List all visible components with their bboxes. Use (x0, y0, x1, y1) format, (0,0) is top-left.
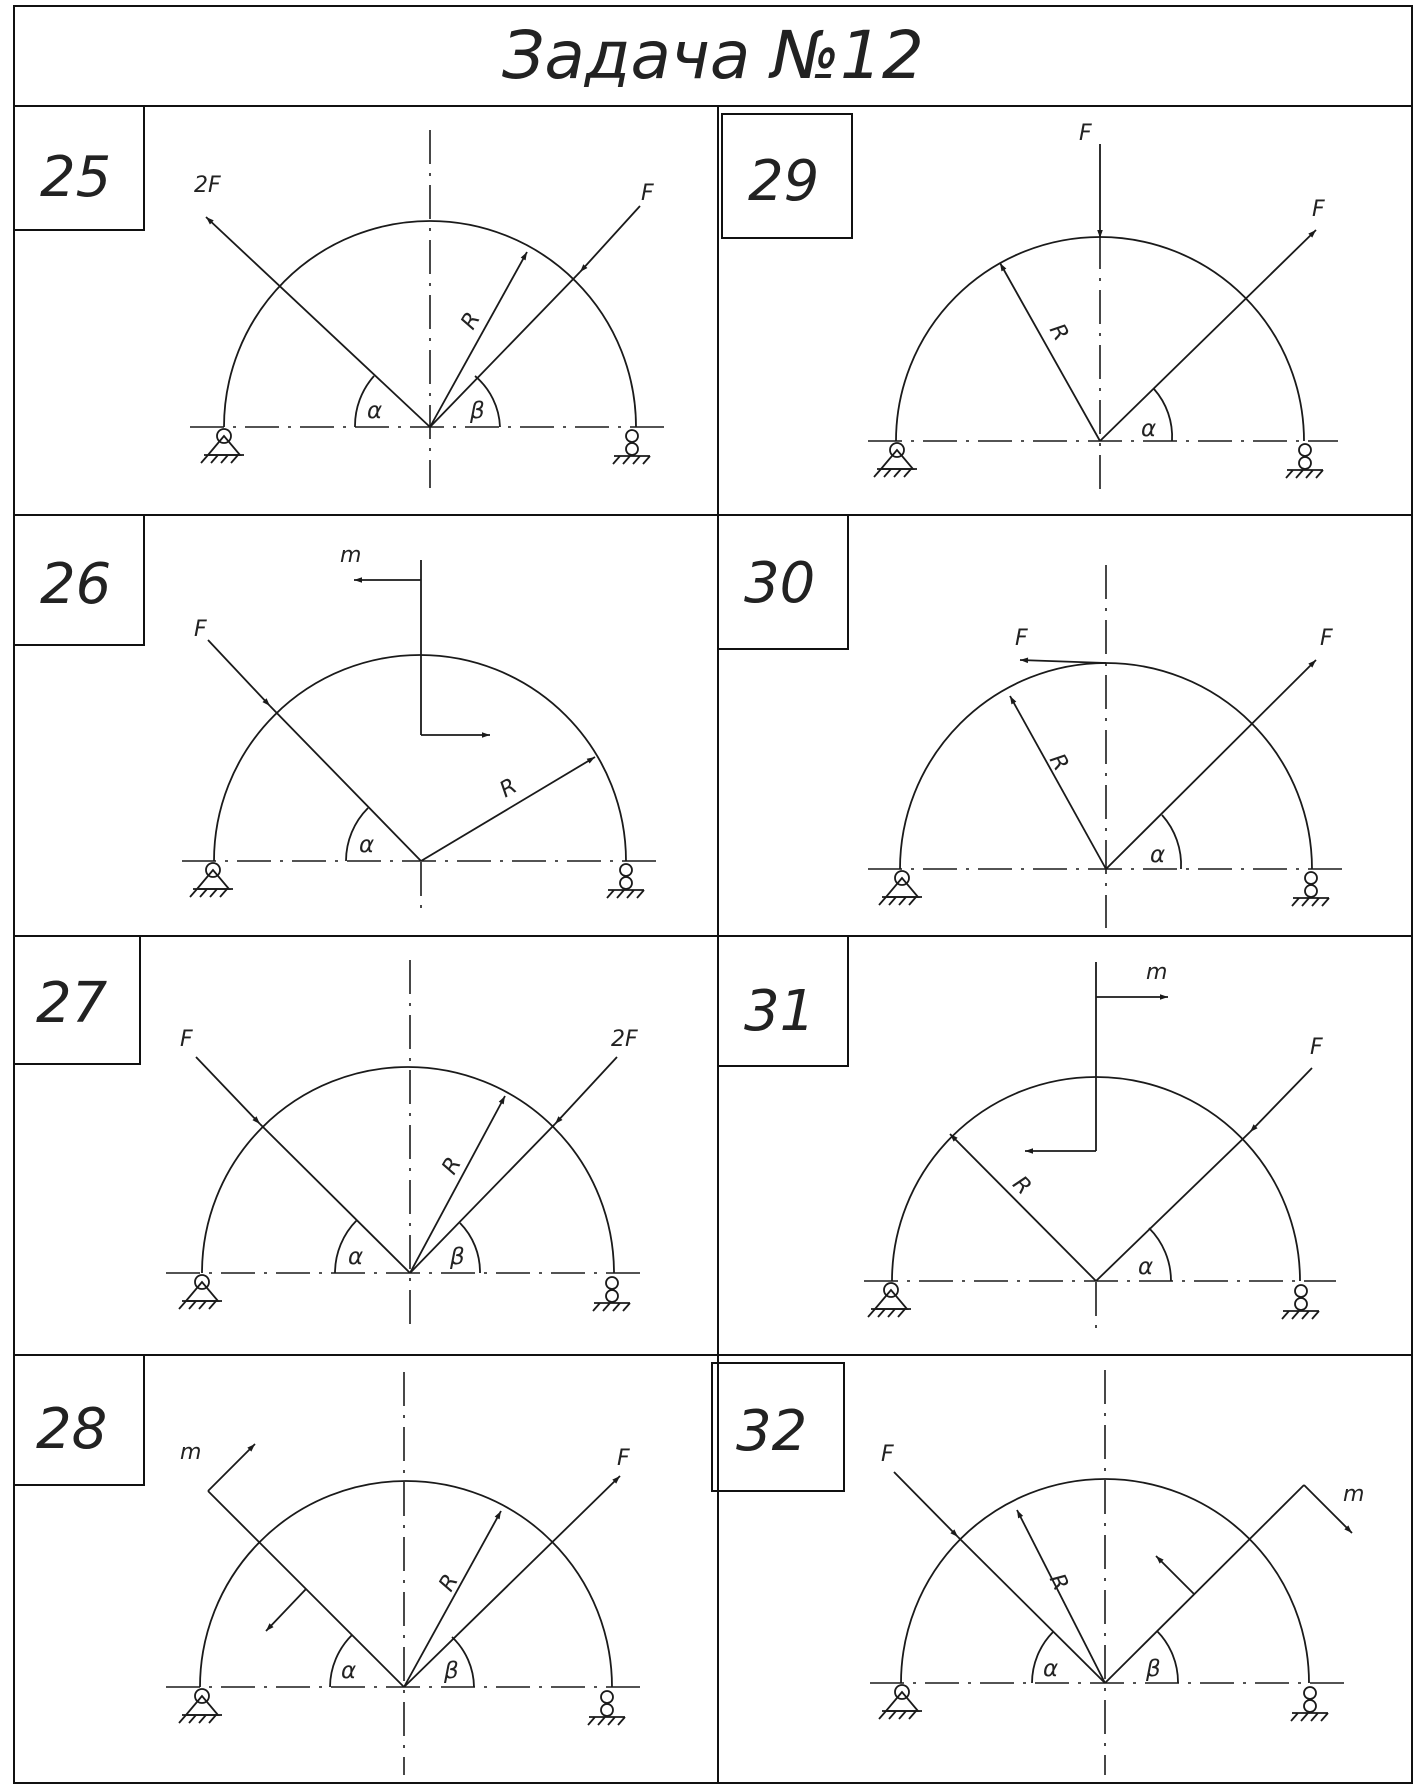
semicircle-arch (202, 1067, 614, 1273)
pinned-support (201, 429, 244, 463)
panel-number: 25 (40, 145, 112, 210)
force-label-f: F (617, 1446, 630, 1471)
angle-label-beta: β (470, 398, 485, 424)
force-label-top: F (1015, 626, 1028, 651)
sheet-frame (14, 6, 1412, 1783)
force-label-f: F (881, 1442, 894, 1467)
panel-32 (712, 1363, 1364, 1775)
radius-arrow (421, 757, 595, 861)
force-label-f: F (194, 617, 207, 642)
panel-31 (718, 936, 1336, 1335)
pinned-support (868, 1283, 911, 1317)
angle-label-alpha: α (341, 1658, 357, 1684)
angle-label-alpha: α (348, 1244, 364, 1270)
roller-support (1286, 444, 1323, 478)
force-label-top: F (1079, 121, 1092, 146)
panel-30 (718, 515, 1346, 928)
force-f-arrow (580, 206, 640, 272)
force-f-arrow (1250, 1068, 1312, 1132)
force-f-arrow (894, 1472, 958, 1537)
force-label-f: F (641, 181, 654, 206)
force-2f-arrow (555, 1057, 617, 1124)
radius-label: R (437, 1153, 467, 1179)
roller-support (613, 430, 650, 464)
force-label-f: F (1320, 626, 1333, 651)
angle-label-beta: β (450, 1244, 465, 1270)
panel-number: 26 (40, 552, 112, 617)
moment-couple (1105, 1485, 1352, 1683)
radius-label: R (1043, 1569, 1074, 1595)
moment-couple (208, 1444, 404, 1687)
radius-label: R (456, 308, 486, 334)
pinned-support (879, 871, 922, 905)
force-top-arrow (1020, 660, 1106, 663)
panel-number: 28 (36, 1397, 108, 1462)
radius-label: R (434, 1570, 464, 1596)
angle-label-beta: β (444, 1658, 459, 1684)
angle-label-alpha: α (367, 398, 383, 424)
panel-25 (14, 106, 668, 488)
moment-couple (354, 560, 490, 735)
angle-label-beta: β (1146, 1656, 1161, 1682)
moment-label: m (340, 543, 362, 568)
pinned-support (179, 1275, 222, 1309)
force-2f-arrow (206, 217, 430, 427)
moment-label: m (1146, 960, 1168, 985)
angle-label-alpha: α (1043, 1656, 1059, 1682)
semicircle-arch (200, 1481, 612, 1687)
angle-label-alpha: α (359, 832, 375, 858)
roller-support (1292, 872, 1329, 906)
force-label-f: F (1310, 1035, 1323, 1060)
force-label-2f: 2F (611, 1027, 638, 1052)
moment-label: m (180, 1440, 202, 1465)
panel-number: 27 (36, 971, 108, 1036)
force-f-arrow (196, 1057, 260, 1124)
force-label-2f: 2F (194, 173, 221, 198)
radius-label: R (1043, 749, 1074, 776)
radius-label: R (495, 773, 522, 804)
panel-number: 30 (744, 551, 816, 616)
panel-number: 31 (744, 979, 816, 1044)
radius-arrow (950, 1134, 1096, 1281)
pinned-support (190, 863, 233, 897)
force-f-arrow (1100, 230, 1316, 441)
panel-number: 29 (748, 149, 820, 214)
angle-label-alpha: α (1141, 416, 1157, 442)
pinned-support (179, 1689, 222, 1723)
roller-support (607, 864, 644, 898)
moment-label: m (1343, 1482, 1365, 1507)
angle-alpha-arc (1154, 389, 1172, 441)
panel-26 (14, 515, 658, 912)
angle-label-alpha: α (1138, 1254, 1154, 1280)
force-label-f: F (180, 1027, 193, 1052)
force-label-f: F (1312, 197, 1325, 222)
radius-arrow (1017, 1510, 1105, 1683)
page-title: Задача №12 (502, 17, 924, 94)
radius-arrow (1000, 263, 1100, 441)
panel-29 (722, 114, 1338, 498)
radius-label: R (1043, 319, 1074, 346)
pinned-support (874, 443, 917, 477)
roller-support (588, 1691, 625, 1725)
semicircle-arch (214, 655, 626, 861)
force-f-arrow (208, 640, 270, 706)
panel-28 (14, 1355, 646, 1775)
pinned-support (879, 1685, 922, 1719)
radius-arrow (1010, 696, 1106, 869)
roller-support (1282, 1285, 1319, 1319)
roller-support (593, 1277, 630, 1311)
moment-couple (1025, 962, 1168, 1151)
radius-label: R (1007, 1171, 1036, 1201)
panel-27 (14, 936, 646, 1330)
roller-support (1291, 1687, 1328, 1721)
angle-label-alpha: α (1150, 842, 1166, 868)
panel-number: 32 (736, 1399, 808, 1464)
